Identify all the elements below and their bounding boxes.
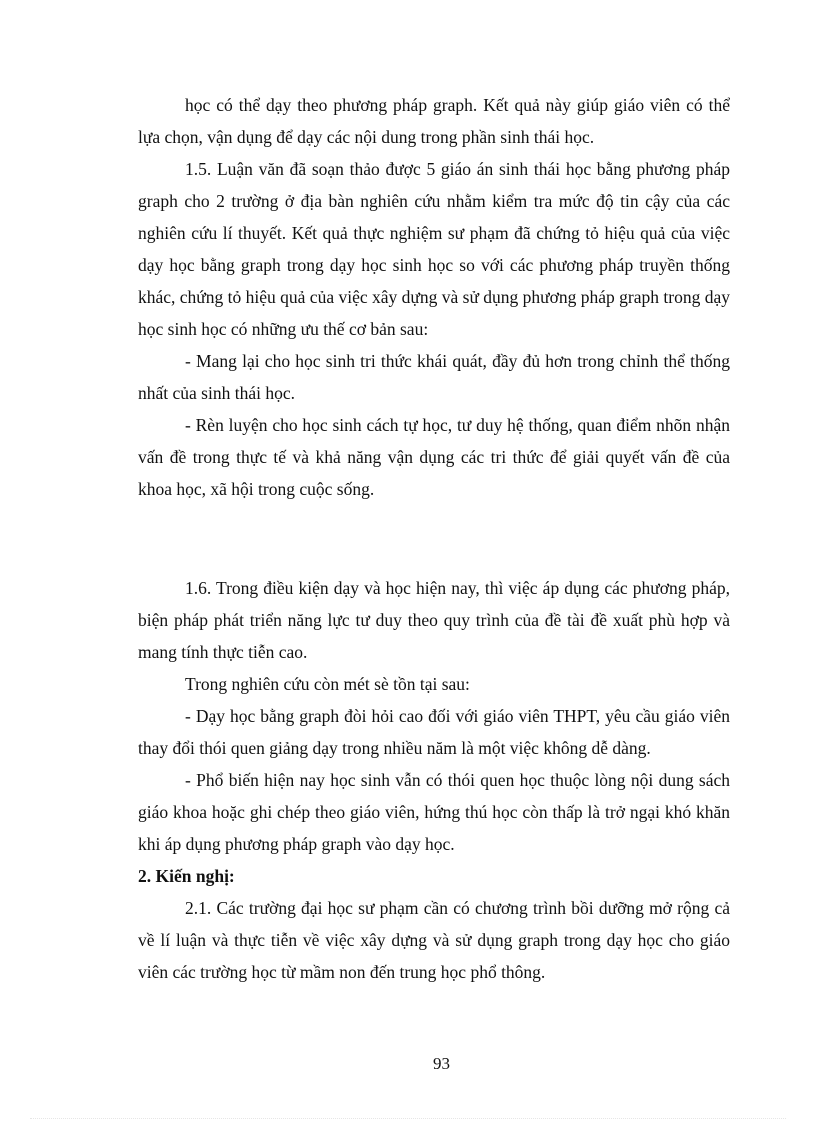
recommendations-heading: 2. Kiến nghị:: [138, 866, 235, 886]
paragraph-1-5: 1.5. Luận văn đã soạn thảo được 5 giáo án sinh thái học bằng phương pháp graph cho 2 trường ở địa bàn nghiên cứu nhằm kiểm tra mức độ tin cậy của các nghiên cứu lí thuyết. Kết quả thực nghiệm sư phạm đã chứng tỏ hiệu quả của việc dạy học bằng graph trong dạy học sinh học so với các phương pháp truyền thống khác, chứng tỏ hiệu quả của việc xây dựng và sử dụng phương pháp graph trong dạy học sinh học có những ưu thế cơ bản sau:: [138, 159, 730, 339]
limitations-intro: Trong nghiên cứu còn mét sè tồn tại sau:: [185, 674, 470, 694]
page-number: 93: [433, 1054, 450, 1073]
bullet-self-learning: - Rèn luyện cho học sinh cách tự học, tư duy hệ thống, quan điểm nhõn nhận vấn đề trong thực tế và khả năng vận dụng các tri thức để giải quyết vấn đề của khoa học, xã hội trong cuộc sống.: [138, 415, 730, 499]
limitations-section: [138, 572, 730, 988]
paragraph-continuation: học có thể dạy theo phương pháp graph. Kết quả này giúp giáo viên có thể lựa chọn, vận dụng để dạy các nội dung trong phần sinh thái học.: [138, 95, 730, 147]
conclusions-section: [138, 89, 730, 505]
bullet-teacher-demand: - Dạy học bằng graph đòi hỏi cao đối với giáo viên THPT, yêu cầu giáo viên thay đổi thói quen giảng dạy trong nhiều năm là một việc không dễ dàng.: [138, 706, 730, 758]
bullet-general-knowledge: - Mang lại cho học sinh tri thức khái quát, đầy đủ hơn trong chỉnh thể thống nhất của sinh thái học.: [138, 351, 730, 403]
bullet-student-habits: - Phổ biến hiện nay học sinh vẫn có thói quen học thuộc lòng nội dung sách giáo khoa hoặc ghi chép theo giáo viên, hứng thú học còn thấp là trở ngại khó khăn khi áp dụng phương pháp graph vào dạy học.: [138, 770, 730, 854]
paragraph-1-6: 1.6. Trong điều kiện dạy và học hiện nay, thì việc áp dụng các phương pháp, biện pháp phát triển năng lực tư duy theo quy trình của đề tài đề xuất phù hợp và mang tính thực tiễn cao.: [138, 578, 730, 662]
paragraph-2-1: 2.1. Các trường đại học sư phạm cần có chương trình bồi dưỡng mở rộng cả về lí luận và thực tiễn về việc xây dựng và sử dụng graph trong dạy học cho giáo viên các trường học từ mầm non đến trung học phổ thông.: [138, 898, 730, 982]
page-bottom-divider: [30, 1118, 786, 1119]
